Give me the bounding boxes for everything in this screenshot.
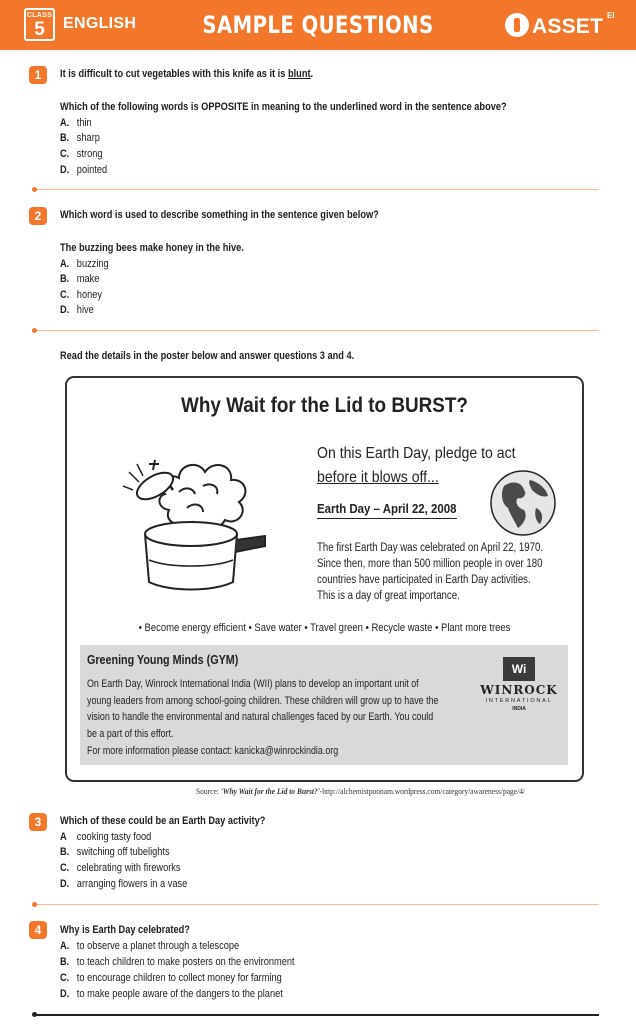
question-number-badge: 3 [29,813,47,831]
earth-day-poster [65,376,584,782]
option[interactable]: B. sharp [60,132,100,144]
poster-intro: Read the details in the poster below and answer questions 3 and 4. [60,350,355,362]
option[interactable]: B. to teach children to make posters on the environment [60,956,295,968]
pressure-cooker-icon [119,442,269,592]
winrock-logo [473,657,565,715]
option[interactable]: B. make [60,273,100,285]
brand-name: ASSET [532,15,604,38]
option[interactable]: D. hive [60,304,94,316]
option[interactable]: C. honey [60,289,102,301]
question-4-prompt: Why is Earth Day celebrated? [60,924,190,936]
divider [34,189,599,190]
option[interactable]: D. arranging flowers in a vase [60,878,188,890]
brand-sup: EI [607,11,615,20]
class-badge [24,8,55,41]
gym-contact: For more information please contact: kanicka@winrockindia.org [87,745,339,757]
divider [34,330,599,331]
class-label: CLASS [26,12,53,19]
gym-panel [80,645,568,765]
gym-title: Greening Young Minds (GYM) [87,653,239,667]
asset-coin-icon [505,13,529,37]
page-title: SAMPLE QUESTIONS [202,11,434,39]
gym-description: On Earth Day, Winrock International India (WII) plans to develop an important unit of young leaders from among school-going children. These children will grow up to have the vision to handle the environmental and natural challenges faced by our Earth. You could be a part of this effort. [87,678,439,740]
option[interactable]: B. switching off tubelights [60,846,170,858]
pledge-line-2: before it blows off... [317,469,439,486]
globe-icon [488,468,558,538]
earth-day-paragraph: The first Earth Day was celebrated on April 22, 1970. Since then, more than 500 million people in over 180 countries have participated in Earth Day activities. This is a day of great importance. [317,542,544,602]
action-bullets: • Become energy efficient • Save water • Travel green • Recycle waste • Plant more trees [138,622,511,634]
underlined-word: blunt [287,68,311,80]
question-number-badge: 2 [29,207,47,225]
question-1-prompt: Which of the following words is OPPOSITE in meaning to the underlined word in the sentence above? [60,101,507,113]
option[interactable]: C. strong [60,148,103,160]
question-2-sentence: The buzzing bees make honey in the hive. [60,242,244,254]
question-1-stem: It is difficult to cut vegetables with this knife as it is blunt. [60,68,314,80]
subject-label: ENGLISH [63,15,137,32]
class-number: 5 [34,19,45,40]
winrock-intl: INTERNATIONAL [485,698,553,704]
winrock-india: INDIA [512,706,526,712]
earth-day-date: Earth Day – April 22, 2008 [317,501,456,519]
option[interactable]: D. pointed [60,164,108,176]
question-3-prompt: Which of these could be an Earth Day activity? [60,815,266,827]
winrock-mark: Wi [503,657,535,681]
divider [34,1014,599,1016]
question-number-badge: 1 [29,66,47,84]
question-2-prompt: Which word is used to describe something in the sentence given below? [60,209,379,221]
pledge-line-1: On this Earth Day, pledge to act [317,445,516,462]
source-citation: Source: 'Why Wait for the Lid to Burst?'-http://alchemistpoonam.wordpress.com/category/awareness/page/4/ [196,786,526,796]
page-header [0,0,636,50]
option[interactable]: C. to encourage children to collect money for farming [60,972,282,984]
poster-title: Why Wait for the Lid to BURST? [181,394,468,417]
option[interactable]: A. buzzing [60,258,109,270]
option[interactable]: A. thin [60,117,92,129]
winrock-name: WINROCK [480,683,558,697]
option[interactable]: A cooking tasty food [60,831,152,843]
question-number-badge: 4 [29,921,47,939]
option[interactable]: D. to make people aware of the dangers to the planet [60,988,283,1000]
divider [34,904,599,905]
option[interactable]: A. to observe a planet through a telescope [60,940,240,952]
option[interactable]: C. celebrating with fireworks [60,862,181,874]
